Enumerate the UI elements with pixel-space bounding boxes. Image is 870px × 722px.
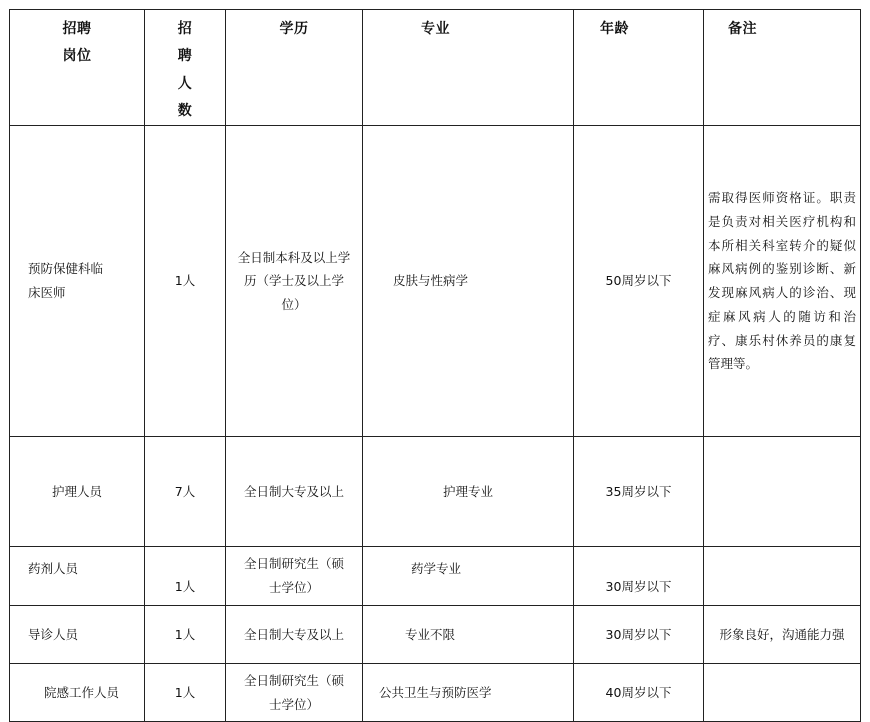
header-age-cell xyxy=(574,10,704,126)
table-row xyxy=(10,437,861,547)
table-row xyxy=(10,664,861,722)
education-cell xyxy=(226,126,363,437)
position-cell xyxy=(10,547,145,606)
major-cell xyxy=(363,437,574,547)
remarks-cell xyxy=(704,437,861,547)
position-cell xyxy=(10,437,145,547)
education-text: 全日制本科及以上学历（学士及以上学位） xyxy=(237,249,351,313)
age-cell xyxy=(574,664,704,722)
table-row xyxy=(10,126,861,437)
table-row xyxy=(10,606,861,664)
education-text: 全日制研究生（硕士学位） xyxy=(243,556,344,596)
count-cell xyxy=(145,664,226,722)
age-text: 40周岁以下 xyxy=(605,684,672,700)
header-position-cell xyxy=(10,10,145,126)
header-education: 学历 xyxy=(279,21,309,37)
header-count-cell xyxy=(145,10,226,126)
age-text: 35周岁以下 xyxy=(605,483,672,499)
position-text: 药剂人员 xyxy=(28,561,79,577)
count-text: 1人 xyxy=(174,579,196,595)
education-cell xyxy=(226,606,363,664)
major-text: 公共卫生与预防医学 xyxy=(379,684,492,700)
age-cell xyxy=(574,437,704,547)
header-major-cell xyxy=(363,10,574,126)
age-text: 50周岁以下 xyxy=(605,273,672,289)
education-cell xyxy=(226,437,363,547)
position-cell xyxy=(10,664,145,722)
major-cell xyxy=(363,664,574,722)
table-row xyxy=(10,547,861,606)
position-text: 护理人员 xyxy=(51,483,102,499)
position-cell xyxy=(10,126,145,437)
major-text: 皮肤与性病学 xyxy=(393,273,469,289)
position-text: 导诊人员 xyxy=(28,626,79,642)
major-text: 药学专业 xyxy=(411,561,462,577)
major-cell xyxy=(363,547,574,606)
recruitment-table xyxy=(9,9,861,722)
header-age: 年龄 xyxy=(600,21,629,37)
remarks-cell xyxy=(704,664,861,722)
count-text: 1人 xyxy=(174,684,196,700)
count-cell xyxy=(145,126,226,437)
position-cell xyxy=(10,606,145,664)
education-cell xyxy=(226,547,363,606)
count-text: 1人 xyxy=(174,626,196,642)
age-cell xyxy=(574,126,704,437)
education-text: 全日制大专及以上 xyxy=(243,626,344,642)
count-cell xyxy=(145,547,226,606)
header-row xyxy=(10,10,861,126)
header-major: 专业 xyxy=(421,21,450,37)
header-count: 招聘人数 xyxy=(177,21,193,119)
age-text: 30周岁以下 xyxy=(605,626,672,642)
education-text: 全日制大专及以上 xyxy=(243,483,344,499)
remarks-text: 需取得医师资格证。职责是负责对相关医疗机构和本所相关科室转介的疑似麻风病例的鉴别诊断、新发现麻风病人的诊治、现症麻风病人的随访和治疗、康乐村休养员的康复管理等。 xyxy=(708,190,856,372)
count-text: 7人 xyxy=(174,483,196,499)
header-position: 招聘岗位 xyxy=(62,21,92,65)
count-cell xyxy=(145,606,226,664)
major-cell xyxy=(363,606,574,664)
header-remarks-cell xyxy=(704,10,861,126)
remarks-cell xyxy=(704,126,861,437)
header-education-cell xyxy=(226,10,363,126)
count-text: 1人 xyxy=(174,273,196,289)
remarks-cell xyxy=(704,547,861,606)
age-cell xyxy=(574,547,704,606)
education-text: 全日制研究生（硕士学位） xyxy=(243,672,344,712)
remarks-text: 形象良好，沟通能力强 xyxy=(719,626,845,642)
position-text: 院感工作人员 xyxy=(44,684,120,700)
major-text: 护理专业 xyxy=(442,483,493,499)
position-text: 预防保健科临床医师 xyxy=(28,261,104,301)
remarks-cell xyxy=(704,606,861,664)
major-cell xyxy=(363,126,574,437)
age-cell xyxy=(574,606,704,664)
header-remarks: 备注 xyxy=(728,21,757,37)
education-cell xyxy=(226,664,363,722)
age-text: 30周岁以下 xyxy=(605,579,672,595)
count-cell xyxy=(145,437,226,547)
major-text: 专业不限 xyxy=(405,626,456,642)
